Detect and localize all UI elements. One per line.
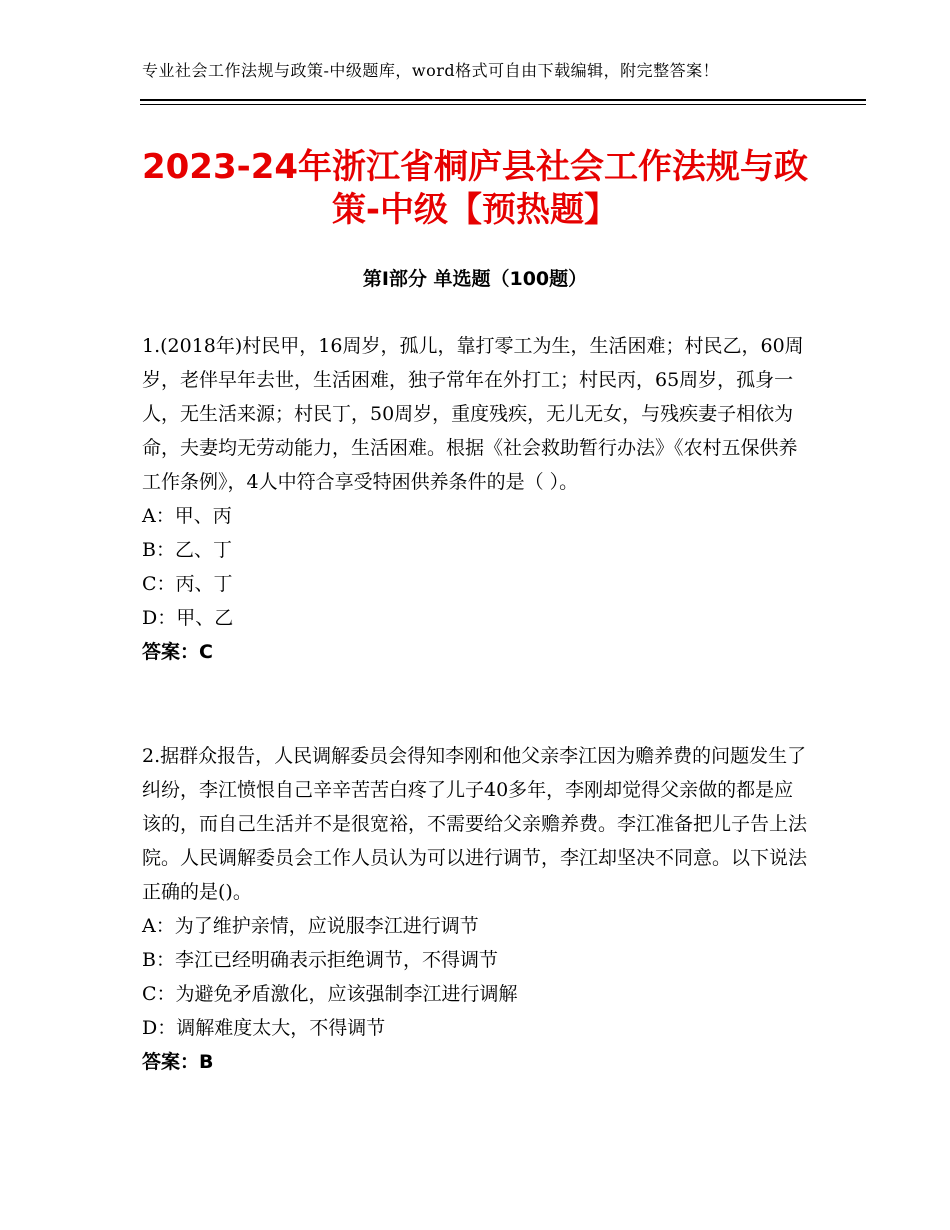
- option-c: C：为避免矛盾激化，应该强制李江进行调解: [142, 983, 518, 1005]
- option-d: D：调解难度太大，不得调节: [142, 1017, 386, 1039]
- question-2: [142, 739, 812, 1079]
- header-rule-thick: [140, 99, 866, 101]
- header-note: 专业社会工作法规与政策-中级题库，word格式可自由下载编辑，附完整答案！: [142, 61, 720, 80]
- option-b: B：李江已经明确表示拒绝调节，不得调节: [142, 949, 498, 971]
- option-a: A：甲、丙: [142, 505, 232, 527]
- question-stem: 1.(2018年)村民甲，16周岁，孤儿，靠打零工为生，生活困难；村民乙，60周岁，老伴早年去世，生活困难，独子常年在外打工；村民丙，65周岁，孤身一人，无生活来源；村民丁，50周岁，重度残疾，无儿无女，与残疾妻子相依为命，夫妻均无劳动能力，生活困难。根据《社会救助暂行办法》《农村五保供养工作条例》，4人中符合享受特困供养条件的是（ ）。: [142, 335, 804, 493]
- answer: 答案：C: [142, 641, 213, 663]
- option-a: A：为了维护亲情，应说服李江进行调节: [142, 915, 479, 937]
- question-1: [142, 329, 812, 669]
- option-d: D：甲、乙: [142, 607, 234, 629]
- header-rule-thin: [140, 104, 866, 105]
- option-b: B：乙、丁: [142, 539, 232, 561]
- document-title: 2023-24年浙江省桐庐县社会工作法规与政策-中级【预热题】: [141, 147, 809, 230]
- section-heading: 第Ⅰ部分 单选题（100题）: [362, 268, 588, 290]
- answer: 答案：B: [142, 1051, 214, 1073]
- question-stem: 2.据群众报告，人民调解委员会得知李刚和他父亲李江因为赡养费的问题发生了纠纷，李江愤恨自己辛辛苦苦白疼了儿子40多年，李刚却觉得父亲做的都是应该的，而自己生活并不是很宽裕，不需要给父亲赡养费。李江准备把儿子告上法院。人民调解委员会工作人员认为可以进行调节，李江却坚决不同意。以下说法正确的是()。: [142, 745, 808, 903]
- option-c: C：丙、丁: [142, 573, 233, 595]
